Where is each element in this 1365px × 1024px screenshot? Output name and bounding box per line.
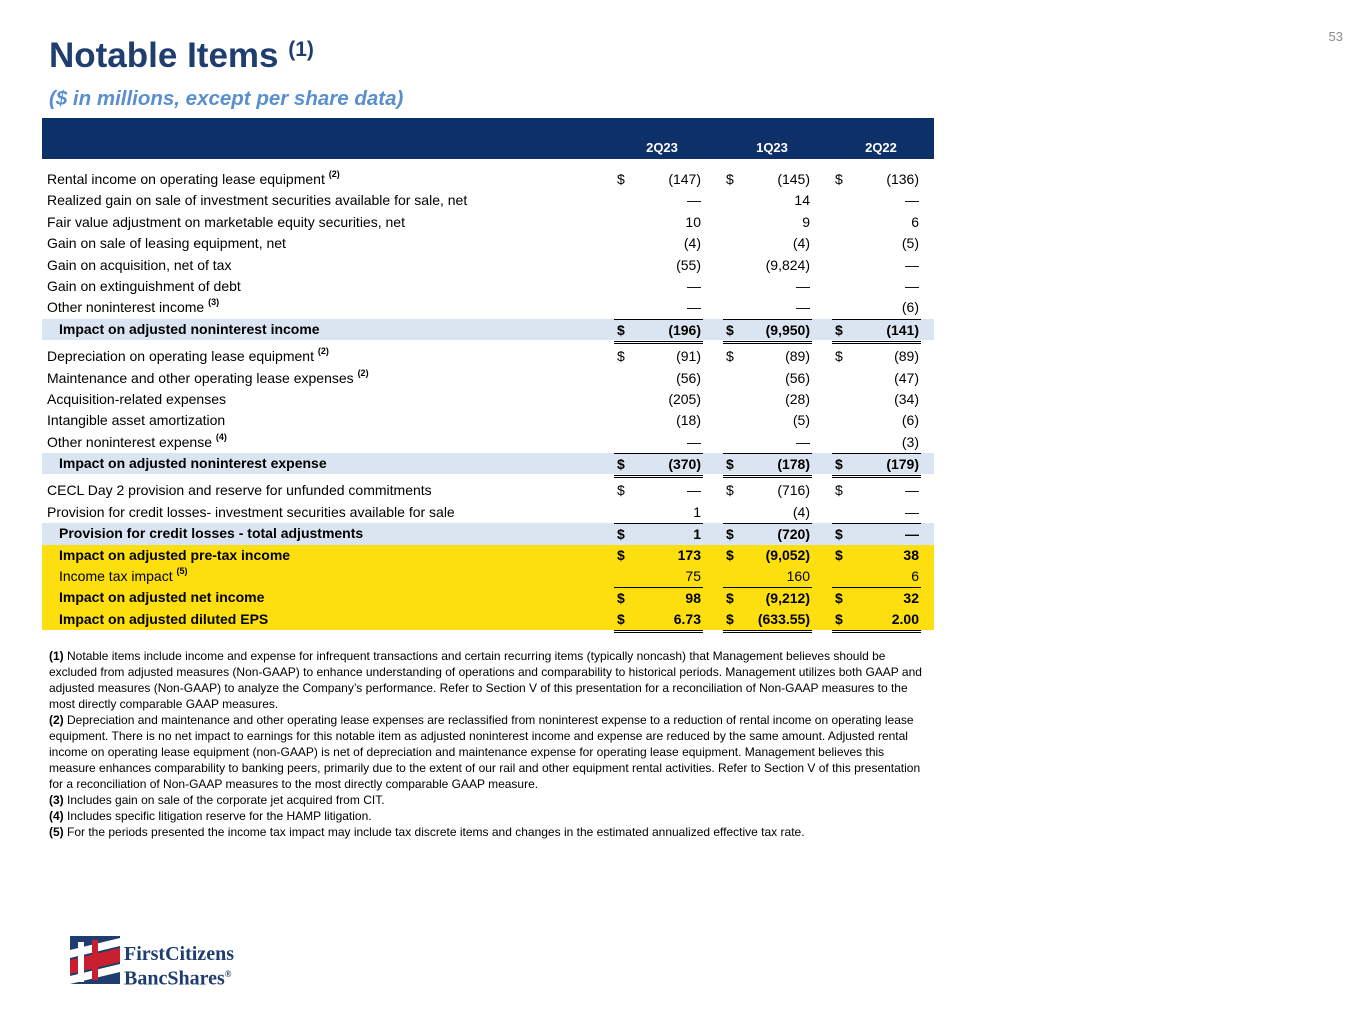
table-row	[42, 566, 934, 587]
footnote-marker: (2)	[49, 713, 64, 727]
currency-symbol: $	[726, 590, 734, 607]
company-name	[124, 944, 234, 989]
cell-value: (91)	[676, 348, 701, 365]
value-cell	[614, 319, 703, 344]
row-label-text: Intangible asset amortization	[47, 412, 226, 429]
value-cell	[832, 276, 921, 297]
footnote-text: For the periods presented the income tax impact may include tax discrete items and changes in the estimated annualized effective tax rate.	[67, 825, 805, 839]
cell-value: 1	[693, 526, 701, 543]
value-cell	[614, 480, 703, 501]
company-name-line2: BancShares	[124, 967, 225, 990]
table-row	[42, 255, 934, 276]
table-row	[42, 212, 934, 233]
cell-value: 14	[794, 192, 810, 209]
value-cell	[723, 297, 812, 318]
cell-value: —	[905, 277, 919, 294]
footnote	[49, 792, 929, 808]
value-cell	[723, 453, 812, 478]
row-label-text: Gain on extinguishment of debt	[47, 277, 241, 294]
cell-value: —	[796, 277, 810, 294]
table-row	[42, 545, 934, 566]
title-footnote-ref: (1)	[288, 38, 314, 61]
cell-value: —	[905, 503, 919, 520]
value-cell	[614, 609, 703, 633]
cell-value: (179)	[886, 456, 919, 473]
value-cell	[614, 368, 703, 389]
currency-symbol: $	[617, 526, 625, 543]
row-label	[47, 391, 226, 407]
value-cell	[832, 523, 921, 546]
value-cell	[723, 389, 812, 410]
cell-value: 98	[685, 590, 701, 607]
notable-items-table	[42, 118, 934, 630]
row-label	[59, 547, 290, 563]
cell-value: 160	[786, 568, 810, 585]
value-cell	[723, 276, 812, 297]
row-label-text: Income tax impact	[59, 568, 173, 585]
value-cell	[723, 255, 812, 276]
footnote	[49, 824, 929, 840]
currency-symbol: $	[726, 321, 734, 338]
column-header: 2Q23	[646, 140, 678, 155]
company-name-line1: FirstCitizens	[124, 943, 234, 965]
cell-value: (145)	[777, 171, 810, 187]
value-cell	[614, 190, 703, 211]
cell-value: (5)	[792, 412, 810, 429]
row-label-text: Impact on adjusted net income	[59, 589, 265, 606]
value-cell	[723, 368, 812, 389]
currency-symbol: $	[726, 348, 734, 365]
value-cell	[832, 545, 921, 567]
cell-value: (18)	[676, 412, 701, 429]
currency-symbol: $	[835, 610, 843, 627]
table-row	[42, 233, 934, 254]
footnote-marker: (1)	[49, 649, 64, 663]
currency-symbol: $	[835, 546, 843, 563]
currency-symbol: $	[835, 321, 843, 338]
table-row	[42, 368, 934, 389]
value-cell	[614, 276, 703, 297]
row-label	[47, 431, 227, 450]
table-row	[42, 523, 934, 544]
currency-symbol: $	[617, 321, 625, 338]
footnote-ref: (3)	[208, 297, 220, 308]
column-header: 1Q23	[756, 140, 788, 155]
page-number: 53	[1328, 29, 1343, 44]
value-cell	[723, 319, 812, 344]
registered-mark: ®	[224, 969, 232, 979]
table-row	[42, 319, 934, 340]
row-label	[59, 321, 320, 337]
value-cell	[614, 346, 703, 367]
row-label-text: Other noninterest expense	[47, 433, 212, 450]
row-label-text: Other noninterest income	[47, 299, 205, 316]
cell-value: (47)	[894, 369, 919, 386]
table-row	[42, 480, 934, 501]
footnote-text: Notable items include income and expense for infrequent transactions and certain recurring items (typically noncash) that Management believes should be excluded from adjusted measures (Non-GAAP) to enhance understanding of operations and comparability to historical periods. Management utilizes both GAAP and adjusted measures (Non-GAAP) to analyze the Company’s performance. Refer to Section V of this presentation for a reconciliation of Non-GAAP measures to the most directly comparable GAAP measures.	[49, 649, 922, 711]
row-label-text: Fair value adjustment on marketable equity securities, net	[47, 213, 405, 230]
value-cell	[723, 502, 812, 523]
table-row	[42, 346, 934, 367]
cell-value: —	[687, 433, 701, 450]
cell-value: (28)	[785, 390, 810, 407]
cell-value: —	[687, 277, 701, 294]
row-label-text: Depreciation on operating lease equipment	[47, 348, 314, 365]
value-cell	[832, 255, 921, 276]
currency-symbol: $	[835, 456, 843, 473]
value-cell	[723, 432, 812, 453]
value-cell	[614, 255, 703, 276]
value-cell	[723, 190, 812, 211]
cell-value: —	[905, 526, 919, 543]
currency-symbol: $	[726, 171, 734, 187]
value-cell	[832, 212, 921, 233]
value-cell	[832, 190, 921, 211]
cell-value: 32	[903, 590, 919, 607]
cell-value: (3)	[901, 433, 919, 450]
value-cell	[832, 368, 921, 389]
value-cell	[832, 319, 921, 344]
cell-value: (9,824)	[765, 256, 810, 273]
cell-value: (6)	[901, 299, 919, 316]
cell-value: (633.55)	[757, 610, 810, 627]
cell-value: (370)	[668, 456, 701, 473]
cell-value: (4)	[683, 235, 701, 252]
cell-value: (6)	[901, 412, 919, 429]
footnote-ref: (2)	[328, 169, 340, 179]
currency-symbol: $	[726, 482, 734, 499]
currency-symbol: $	[617, 482, 625, 499]
row-label-text: Impact on adjusted noninterest income	[59, 320, 320, 337]
column-header: 2Q22	[865, 140, 897, 155]
table-header	[42, 118, 934, 159]
footnotes	[49, 648, 929, 840]
cell-value: 6	[911, 568, 919, 585]
footnote	[49, 712, 929, 792]
row-label-text: Impact on adjusted diluted EPS	[59, 610, 269, 627]
table-row	[42, 609, 934, 630]
title-text: Notable Items	[49, 36, 279, 75]
table-row	[42, 276, 934, 297]
row-label-text: Rental income on operating lease equipment	[47, 171, 325, 187]
page-title	[49, 36, 314, 76]
row-label-text: Impact on adjusted pre-tax income	[59, 546, 291, 563]
value-cell	[723, 523, 812, 546]
cell-value: 6.73	[673, 610, 701, 627]
row-label-text: Impact on adjusted noninterest expense	[59, 455, 327, 472]
value-cell	[614, 502, 703, 523]
value-cell	[614, 212, 703, 233]
row-label	[59, 589, 264, 605]
row-label	[47, 348, 329, 364]
currency-symbol: $	[726, 610, 734, 627]
cell-value: 1	[693, 503, 701, 520]
row-label	[47, 412, 225, 428]
cell-value: —	[905, 482, 919, 499]
currency-symbol: $	[835, 590, 843, 607]
cell-value: (141)	[886, 321, 919, 338]
footnote-ref: (2)	[317, 346, 329, 357]
cell-value: —	[796, 299, 810, 316]
value-cell	[832, 297, 921, 318]
table-row	[42, 587, 934, 608]
currency-symbol: $	[617, 171, 625, 187]
cell-value: (5)	[901, 235, 919, 252]
cell-value: 75	[685, 568, 701, 585]
row-label	[47, 192, 467, 208]
value-cell	[614, 410, 703, 431]
currency-symbol: $	[835, 348, 843, 365]
table-row	[42, 502, 934, 523]
cell-value: —	[687, 299, 701, 316]
currency-symbol: $	[617, 590, 625, 607]
row-label	[47, 482, 432, 498]
value-cell	[723, 169, 812, 190]
cell-value: (720)	[777, 526, 810, 543]
value-cell	[614, 297, 703, 318]
cell-value: 38	[903, 546, 919, 563]
value-cell	[832, 566, 921, 587]
cell-value: (205)	[668, 390, 701, 407]
currency-symbol: $	[617, 610, 625, 627]
cell-value: (4)	[792, 235, 810, 252]
value-cell	[614, 453, 703, 478]
value-cell	[723, 609, 812, 633]
currency-symbol: $	[617, 546, 625, 563]
row-label	[47, 299, 219, 315]
currency-symbol: $	[726, 456, 734, 473]
currency-symbol: $	[617, 348, 625, 365]
value-cell	[832, 432, 921, 453]
table-row	[42, 432, 934, 453]
table-row	[42, 410, 934, 431]
row-label	[47, 257, 231, 273]
cell-value: 6	[911, 213, 919, 230]
row-label-text: Provision for credit losses- investment securities available for sale	[47, 503, 455, 520]
footnote-text: Includes gain on sale of the corporate jet acquired from CIT.	[67, 793, 385, 807]
cell-value: (178)	[777, 456, 810, 473]
footnote-ref: (2)	[357, 367, 369, 378]
footnote-text: Depreciation and maintenance and other operating lease expenses are reclassified from noninterest expense to a reduction of rental income on operating lease equipment. There is no net impact to earnings for this notable item as adjusted noninterest income and expense are reduced by the same amount. Adjusted rental income on operating lease equipment (non-GAAP) is net of depreciation and maintenance expense for operating lease equipment. Management believes this measure enhances comparability to banking peers, primarily due to the extent of our rail and other equipment rental activities. Refer to Section V of this presentation for a reconciliation of Non-GAAP measures to the most directly comparable GAAP measure.	[49, 713, 921, 791]
cell-value: (196)	[668, 321, 701, 338]
footnote-ref: (5)	[176, 566, 188, 577]
footnote	[49, 648, 929, 712]
value-cell	[723, 233, 812, 254]
row-label-text: Realized gain on sale of investment securities available for sale, net	[47, 192, 468, 209]
row-label	[47, 278, 241, 294]
row-label	[59, 455, 327, 471]
row-label	[59, 611, 268, 627]
table-row	[42, 190, 934, 211]
value-cell	[614, 566, 703, 587]
cell-value: 173	[677, 546, 701, 563]
currency-symbol: $	[726, 546, 734, 563]
value-cell	[614, 545, 703, 567]
cell-value: (89)	[785, 348, 810, 365]
row-label-text: Gain on sale of leasing equipment, net	[47, 235, 286, 252]
value-cell	[832, 169, 921, 190]
value-cell	[832, 346, 921, 367]
value-cell	[832, 410, 921, 431]
cell-value: (9,950)	[765, 321, 810, 338]
row-label	[47, 171, 340, 187]
row-label	[59, 568, 188, 584]
cell-value: (89)	[894, 348, 919, 365]
cell-value: (56)	[785, 369, 810, 386]
cell-value: (55)	[676, 256, 701, 273]
value-cell	[614, 432, 703, 453]
value-cell	[832, 453, 921, 478]
row-label	[47, 214, 405, 230]
page-subtitle: ($ in millions, except per share data)	[49, 87, 404, 110]
table-row	[42, 389, 934, 410]
footnote-marker: (5)	[49, 825, 64, 839]
footnote-ref: (4)	[215, 431, 227, 442]
row-label	[47, 235, 286, 251]
table-row	[42, 297, 934, 318]
value-cell	[614, 233, 703, 254]
value-cell	[723, 410, 812, 431]
cell-value: (34)	[894, 390, 919, 407]
row-label-text: Maintenance and other operating lease expenses	[47, 369, 354, 386]
cell-value: 9	[802, 213, 810, 230]
row-label-text: Provision for credit losses - total adjustments	[59, 525, 364, 542]
value-cell	[723, 212, 812, 233]
value-cell	[723, 545, 812, 567]
currency-symbol: $	[617, 456, 625, 473]
cell-value: (147)	[668, 171, 701, 187]
cell-value: —	[905, 256, 919, 273]
cell-value: (9,212)	[765, 590, 810, 607]
cell-value: (136)	[886, 171, 919, 187]
row-label-text: Gain on acquisition, net of tax	[47, 256, 232, 273]
cell-value: (56)	[676, 369, 701, 386]
value-cell	[614, 389, 703, 410]
currency-symbol: $	[726, 526, 734, 543]
value-cell	[723, 480, 812, 501]
row-label	[47, 504, 455, 520]
table-row	[42, 169, 934, 190]
cell-value: —	[796, 433, 810, 450]
currency-symbol: $	[835, 171, 843, 187]
value-cell	[832, 609, 921, 633]
currency-symbol: $	[835, 482, 843, 499]
cell-value: (9,052)	[765, 546, 810, 563]
row-label	[59, 525, 363, 541]
cell-value: —	[687, 482, 701, 499]
footnote	[49, 808, 929, 824]
value-cell	[832, 233, 921, 254]
cell-value: (716)	[777, 482, 810, 499]
value-cell	[832, 389, 921, 410]
cell-value: (4)	[792, 503, 810, 520]
row-label	[47, 367, 369, 386]
cell-value: 10	[685, 213, 701, 230]
cell-value: 2.00	[891, 610, 919, 627]
value-cell	[723, 566, 812, 587]
row-label-text: CECL Day 2 provision and reserve for unfunded commitments	[47, 482, 432, 499]
table-body	[42, 159, 934, 630]
cell-value: —	[905, 192, 919, 209]
footnote-marker: (4)	[49, 809, 64, 823]
footnote-text: Includes specific litigation reserve for the HAMP litigation.	[67, 809, 372, 823]
value-cell	[723, 346, 812, 367]
value-cell	[614, 169, 703, 190]
cell-value: —	[687, 192, 701, 209]
currency-symbol: $	[835, 526, 843, 543]
value-cell	[614, 523, 703, 546]
footnote-marker: (3)	[49, 793, 64, 807]
value-cell	[832, 480, 921, 501]
table-row	[42, 453, 934, 474]
row-label-text: Acquisition-related expenses	[47, 390, 226, 407]
value-cell	[832, 502, 921, 523]
